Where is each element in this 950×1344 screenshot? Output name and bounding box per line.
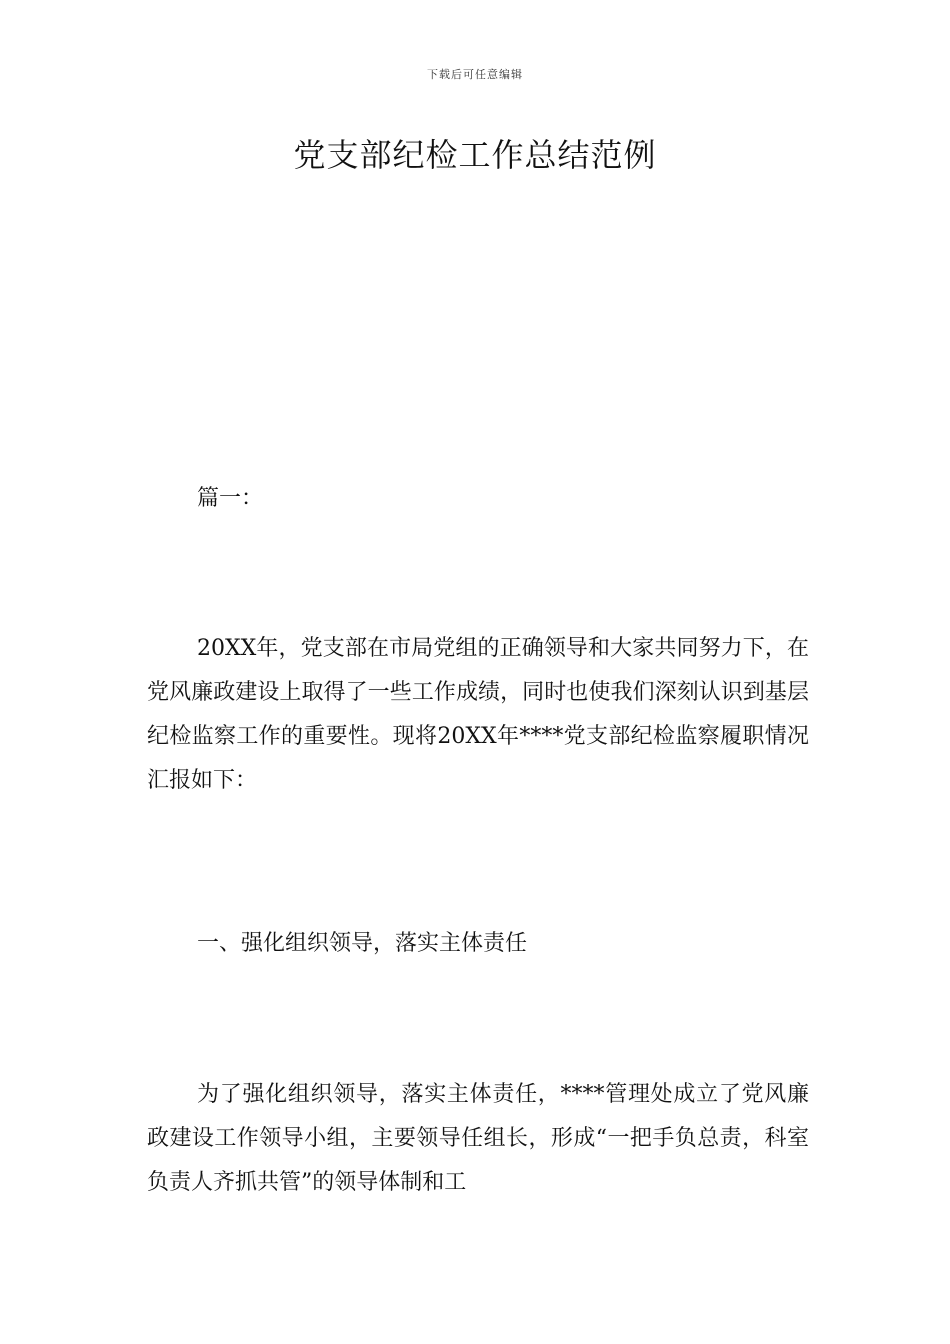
body-paragraph-1: 20XX年，党支部在市局党组的正确领导和大家共同努力下，在党风廉政建设上取得了一些工作成绩，同时也使我们深刻认识到基层纪检监察工作的重要性。现将20XX年****党支部纪检监察履职情况汇报如下： (147, 636, 809, 793)
body-paragraph-2: 为了强化组织领导，落实主体责任，****管理处成立了党风廉政建设工作领导小组，主要领导任组长，形成“一把手负总责，科室负责人齐抓共管”的领导体制和工 (147, 1082, 809, 1195)
header-note: 下载后可任意编辑 (427, 68, 523, 81)
document-title: 党支部纪检工作总结范例 (293, 136, 657, 174)
section-heading-1: 一、强化组织领导，落实主体责任 (197, 931, 528, 956)
section-label: 篇一： (197, 486, 264, 511)
